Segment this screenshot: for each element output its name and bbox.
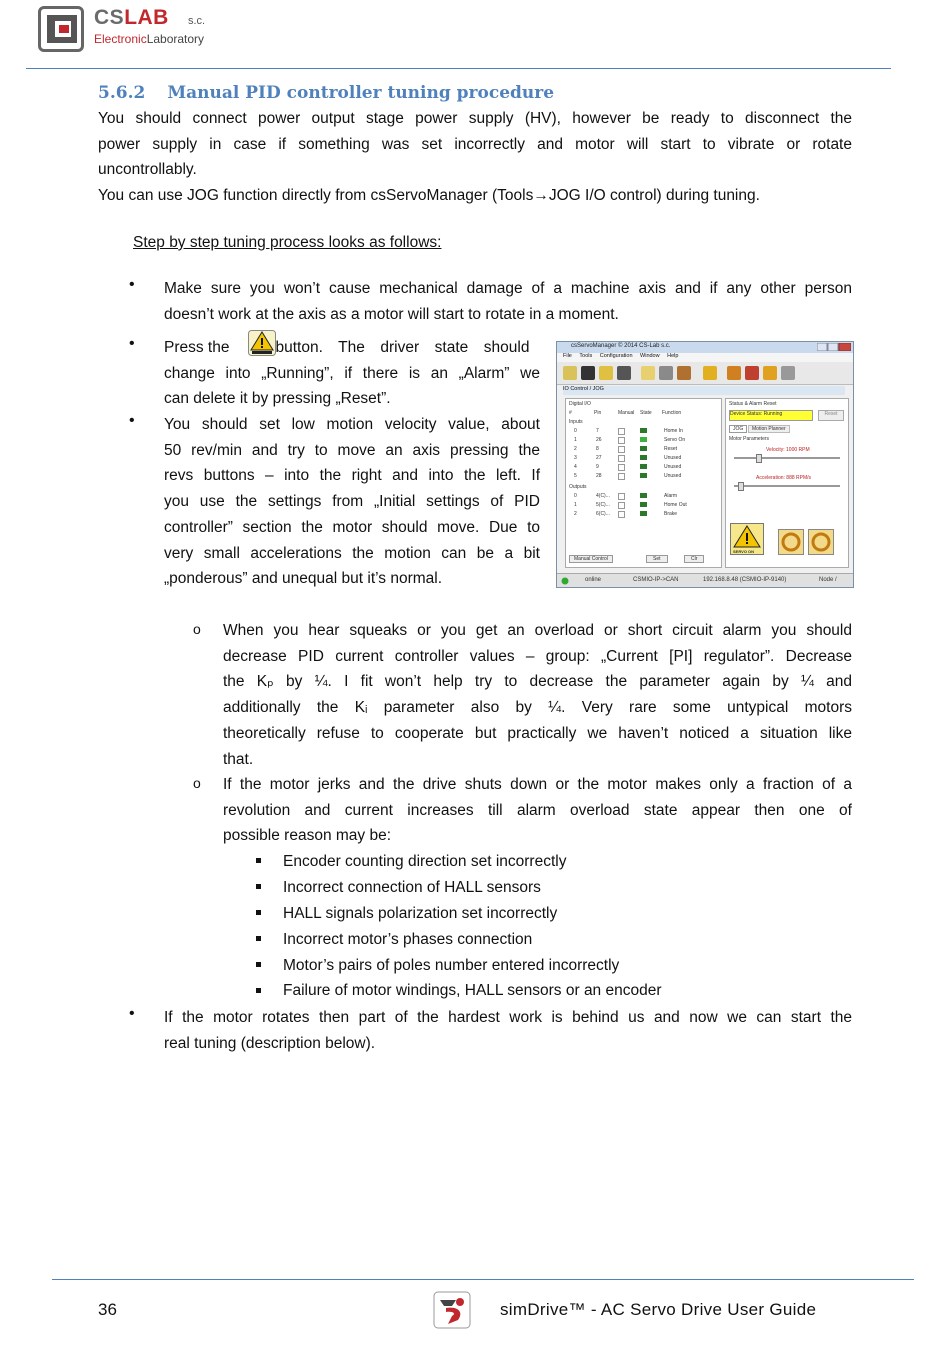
section-title: Manual PID controller tuning procedure: [167, 83, 555, 103]
logo-mark-icon: [38, 6, 84, 52]
toolbar-tool-icon: [617, 366, 631, 380]
square-bullet-icon: [256, 858, 261, 863]
tab-motion-planner[interactable]: Motion Planner: [748, 425, 790, 433]
square-bullet-icon: [256, 988, 261, 993]
bullet-line: change into „Running”, if there is an „Alarm” we: [164, 364, 540, 382]
input-function: Home In: [664, 428, 683, 434]
manual-checkbox[interactable]: [618, 428, 625, 435]
sub-bullet-line: the Kₚ by ¼. I fit won’t help try to decrease the parameter again by ¼ and: [223, 673, 852, 691]
manual-checkbox[interactable]: [618, 437, 625, 444]
velocity-slider-thumb[interactable]: [756, 454, 762, 463]
sub-bullet-line: theoretically refuse to cooperate but practically we haven’t noticed a situation like: [223, 724, 852, 742]
menu-configuration: Configuration: [599, 353, 633, 359]
output-function: Brake: [664, 511, 678, 517]
velocity-label: Velocity: 1000 RPM: [766, 447, 810, 453]
output-pin: 4(C)...: [596, 493, 610, 499]
manual-checkbox[interactable]: [618, 473, 625, 480]
sub-bullet-line: possible reason may be:: [223, 827, 392, 845]
intro-line: You should connect power output stage power supply (HV), however be ready to disconnect the: [98, 110, 852, 127]
bullet-line: you use the settings from „Initial settings of PID: [164, 493, 540, 511]
output-number: 0: [574, 493, 577, 499]
menu-help: Help: [667, 353, 679, 359]
toolbar: [557, 362, 853, 385]
input-function: Reset: [664, 446, 678, 452]
bullet-line: very small accelerations the motion can be a bit: [164, 544, 540, 562]
state-led: [640, 455, 647, 460]
toolbar-tool-icon: [727, 366, 741, 380]
status-panel: [725, 398, 849, 568]
intro-line: power supply in case if something was set incorrectly and motor will start to vibrate or rotate: [98, 135, 852, 153]
reason-item: Encoder counting direction set incorrectly: [283, 853, 567, 870]
logo-cs-text: CS: [94, 6, 125, 29]
input-number: 2: [574, 446, 577, 452]
manual-checkbox[interactable]: [618, 502, 625, 509]
bullet-line: Make sure you won’t cause mechanical damage of a machine axis and if any other person: [164, 280, 852, 297]
state-led: [640, 428, 647, 433]
square-bullet-icon: [256, 884, 261, 889]
bullet-item: [164, 1005, 852, 1056]
input-number: 3: [574, 455, 577, 461]
input-function: Servo On: [664, 437, 686, 443]
jog-text-after: JOG I/O control) during tuning.: [548, 187, 760, 204]
output-number: 2: [574, 511, 577, 517]
output-number: 1: [574, 502, 577, 508]
sub-bullet-item: [223, 618, 852, 772]
toolbar-tool-icon: [659, 366, 673, 380]
menu-window: Window: [640, 353, 660, 359]
bullet-icon: •: [129, 412, 135, 429]
bullet-icon: •: [129, 1005, 135, 1022]
logo-laboratory-text: Laboratory: [146, 32, 205, 46]
footer-rule: [52, 1279, 914, 1280]
bullet-line: 50 rev/min and try to move an axis pressing the: [164, 441, 540, 459]
sub-bullet-item: [223, 772, 852, 849]
arrow-icon: →: [533, 187, 549, 204]
input-function: Unused: [664, 455, 682, 461]
input-pin: 28: [596, 473, 602, 479]
page-number: 36: [98, 1300, 117, 1319]
rotate-right-icon[interactable]: [808, 529, 834, 555]
sub-bullet-icon: o: [193, 775, 201, 791]
online-indicator-icon: [561, 577, 569, 585]
manual-checkbox[interactable]: [618, 446, 625, 453]
window-controls-icon: [817, 343, 851, 351]
outputs-label: Outputs: [569, 484, 587, 490]
menu-file: File: [563, 353, 572, 359]
header-rule: [26, 68, 891, 69]
toolbar-tool-icon: [781, 366, 795, 380]
sub-bullet-line: When you hear squeaks or you get an overload or short circuit alarm you should: [223, 622, 852, 639]
bullet-line: revs buttons – into the right and into the left. If: [164, 467, 540, 485]
jog-paragraph: [98, 183, 760, 209]
section-heading: [98, 83, 554, 103]
input-pin: 26: [596, 437, 602, 443]
menu-tools: Tools: [579, 353, 593, 359]
jog-text-before: You can use JOG function directly from csServoManager (Tools: [98, 187, 534, 204]
digital-io-label: Digital I/O: [569, 401, 591, 407]
input-number: 1: [574, 437, 577, 443]
state-led: [640, 464, 647, 469]
bullet-line: doesn’t work at the axis as a motor will start to rotate in a moment.: [164, 305, 619, 323]
reason-item: Motor’s pairs of poles number entered incorrectly: [283, 957, 620, 974]
toolbar-tool-icon: [599, 366, 613, 380]
toolbar-tool-icon: [745, 366, 759, 380]
logo-sc-text: s.c.: [188, 15, 206, 27]
column-header: State: [640, 410, 652, 416]
column-header: Manual: [618, 410, 635, 416]
reason-item: HALL signals polarization set incorrectly: [283, 905, 558, 922]
manual-checkbox[interactable]: [618, 493, 625, 500]
state-led: [640, 446, 647, 451]
panel-title-text: IO Control / JOG: [563, 386, 604, 392]
status-connection: CSMIO-IP->CAN: [633, 577, 679, 583]
sub-bullet-line: decrease PID current controller values – group: „Current [PI] regulator”. Decrease: [223, 647, 852, 665]
intro-paragraph: [98, 106, 852, 183]
bullet-text: button. The driver state should: [275, 339, 530, 356]
reason-item: Incorrect motor’s phases connection: [283, 931, 533, 948]
bullet-item: [164, 412, 540, 592]
bullet-item: [164, 335, 540, 412]
bullet-icon: •: [129, 276, 135, 293]
input-pin: 8: [596, 446, 599, 452]
status-node: Node /: [819, 577, 837, 583]
clr-button[interactable]: Clr: [684, 555, 704, 563]
state-led: [640, 437, 647, 442]
toolbar-tool-icon: [563, 366, 577, 380]
logo-electronic-text: Electronic: [94, 32, 147, 46]
inputs-label: Inputs: [569, 419, 583, 425]
bullet-line: controller” section the motor should move. Due to: [164, 518, 540, 536]
logo-lab-text: LAB: [124, 6, 169, 29]
state-led: [640, 493, 647, 498]
column-header: #: [569, 410, 572, 416]
reset-button[interactable]: Reset: [818, 410, 844, 421]
bullet-text: Press the: [164, 339, 230, 356]
sub-bullet-line: revolution and current increases till alarm overload state appear then one of: [223, 801, 852, 819]
output-function: Alarm: [664, 493, 678, 499]
input-number: 4: [574, 464, 577, 470]
bullet-line: If the motor rotates then part of the hardest work is behind us and now we can start the: [164, 1009, 852, 1026]
input-pin: 7: [596, 428, 599, 434]
state-led: [640, 511, 647, 516]
reason-item: Incorrect connection of HALL sensors: [283, 879, 541, 896]
square-bullet-icon: [256, 936, 261, 941]
intro-line: uncontrollably.: [98, 161, 197, 179]
toolbar-tool-icon: [763, 366, 777, 380]
panel-title: [563, 386, 845, 395]
reason-item: Failure of motor windings, HALL sensors or an encoder: [283, 982, 662, 999]
column-header: Function: [662, 410, 682, 416]
company-logo: [38, 6, 218, 54]
rotate-left-icon[interactable]: [778, 529, 804, 555]
bullet-icon: •: [129, 335, 135, 352]
square-bullet-icon: [256, 962, 261, 967]
input-number: 0: [574, 428, 577, 434]
window-title: csServoManager © 2014 CS-Lab s.c.: [571, 343, 671, 349]
manual-control-button[interactable]: Manual Control: [569, 555, 613, 563]
sub-bullet-line: additionally the Kᵢ parameter also by ¼. Very rare some untypical motors: [223, 699, 852, 717]
servo-on-label: SERVO ON: [733, 549, 755, 554]
acceleration-label: Acceleration: 888 RPM/s: [756, 475, 812, 481]
acceleration-slider[interactable]: [734, 485, 840, 487]
toolbar-tool-icon: [581, 366, 595, 380]
input-pin: 27: [596, 455, 602, 461]
toolbar-tool-icon: [703, 366, 717, 380]
input-number: 5: [574, 473, 577, 479]
bullet-line: „ponderous” and unequal but it’s normal.: [164, 570, 443, 588]
input-function: Unused: [664, 473, 682, 479]
bullet-line: can delete it by pressing „Reset”.: [164, 390, 391, 408]
csservomanager-screenshot: [556, 341, 854, 588]
section-number: 5.6.2: [98, 83, 146, 103]
menu-bar: [557, 353, 853, 362]
toolbar-tool-icon: [677, 366, 691, 380]
manual-checkbox[interactable]: [618, 464, 625, 471]
output-pin: 5(C)...: [596, 502, 610, 508]
column-header: Pin: [594, 410, 602, 416]
device-status: Device Status: Running: [729, 410, 813, 421]
motor-params-label: Motor Parameters: [729, 436, 770, 442]
sub-bullet-line: If the motor jerks and the drive shuts down or the motor makes only a fraction of a: [223, 776, 852, 793]
square-bullet-icon: [256, 910, 261, 915]
status-ip: 192.168.8.48 (CSMIO-IP-9140): [703, 577, 787, 583]
acceleration-slider-thumb[interactable]: [738, 482, 744, 491]
manual-checkbox[interactable]: [618, 455, 625, 462]
footer-title: simDrive™ - AC Servo Drive User Guide: [500, 1300, 817, 1319]
status-online: online: [585, 577, 602, 583]
set-button[interactable]: Set: [646, 555, 668, 563]
output-pin: 6(C)...: [596, 511, 610, 517]
manual-checkbox[interactable]: [618, 511, 625, 518]
sub-bullet-line: that.: [223, 750, 254, 768]
status-bar: [557, 573, 853, 588]
tab-jog[interactable]: JOG: [729, 425, 747, 433]
input-pin: 9: [596, 464, 599, 470]
bullet-line: You should set low motion velocity value, about: [164, 416, 540, 433]
window-titlebar: [557, 342, 853, 353]
bullet-line: real tuning (description below).: [164, 1034, 376, 1052]
servo-on-icon: [248, 330, 276, 356]
state-led: [640, 502, 647, 507]
sub-bullet-icon: o: [193, 621, 201, 637]
bullet-item: [164, 276, 852, 327]
steps-heading: Step by step tuning process looks as follows:: [133, 234, 442, 251]
state-led: [640, 473, 647, 478]
digital-io-panel: [565, 398, 722, 568]
velocity-slider[interactable]: [734, 457, 840, 459]
output-function: Home Out: [664, 502, 687, 508]
status-reset-label: Status & Alarm Reset: [729, 401, 777, 407]
simdrive-logo-icon: [432, 1290, 472, 1330]
input-function: Unused: [664, 464, 682, 470]
toolbar-tool-icon: [641, 366, 655, 380]
